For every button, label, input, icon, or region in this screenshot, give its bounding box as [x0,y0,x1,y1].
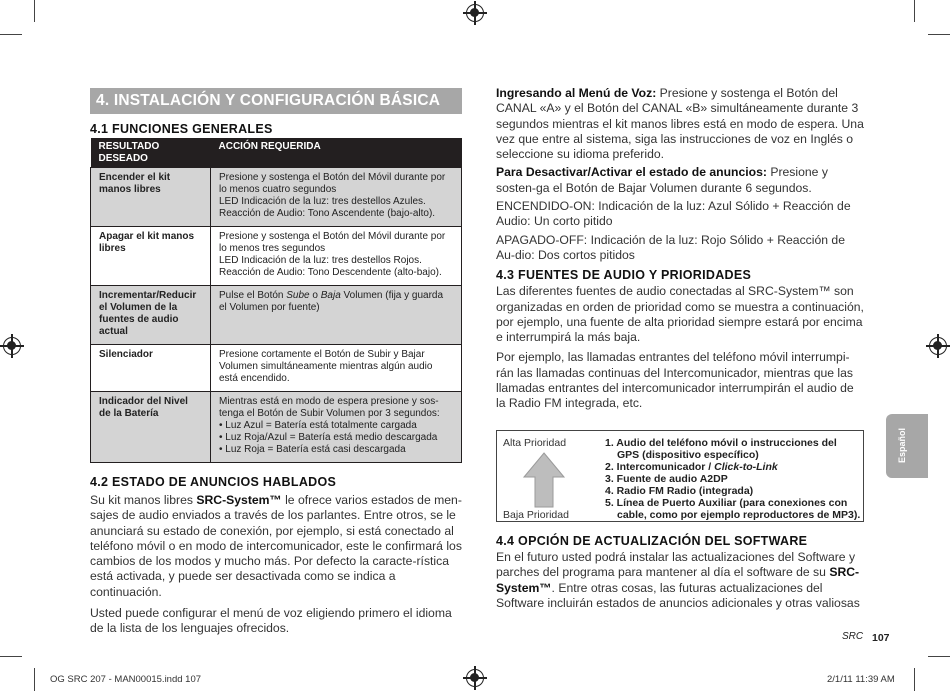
crop-mark [0,656,22,657]
slug-file: OG SRC 207 - MAN00015.indd 107 [50,674,202,685]
registration-mark-icon [466,669,484,687]
registration-mark-icon [466,4,484,22]
crop-mark [914,0,915,22]
result-cell: Indicador del Nivel de la Batería [91,392,211,463]
paragraph: APAGADO-OFF: Indicación de la luz: Rojo Sólido + Reacción de Au-dio: Dos cortos pitidos [496,232,845,262]
heading-4-1: 4.1 FUNCIONES GENERALES [90,122,273,136]
right-column [496,86,866,412]
high-priority-label: Alta Prioridad [503,437,567,449]
paragraph: Para Desactivar/Activar el estado de anuncios: Presione y sosten-ga el Botón de Bajar Volumen durante 6 segundos. [496,165,828,195]
low-priority-label: Baja Prioridad [503,509,569,521]
paragraph: Las diferentes fuentes de audio conectadas al SRC-System™ son organizadas en orden de prioridad como se muestra a continuación, por ejemplo, una fuente de alta prioridad siempre estará por encima e interrumpirá la más baja. [496,284,864,345]
result-cell: Silenciador [91,345,211,392]
page-number: 107 [872,632,890,644]
paragraph: ENCENDIDO-ON: Indicación de la luz: Azul Sólido + Reacción de Audio: Un corto pitido [496,199,851,229]
slug-date: 2/1/11 11:39 AM [827,674,895,685]
heading-4-2: 4.2 ESTADO DE ANUNCIOS HABLADOS [90,475,337,489]
paragraph: Usted puede configurar el menú de voz eligiendo primero el idioma de la lista de los lenguajes ofrecidos. [90,606,452,636]
language-tab [886,414,928,478]
table-row [91,286,462,345]
action-cell: Presione cortamente el Botón de Subir y Bajar Volumen simultáneamente mientras algún audio está encendido. [211,345,462,392]
list-item: 5. Línea de Puerto Auxiliar (para conexiones con cable, como por ejemplo reproductores de MP3). [605,497,861,521]
action-cell: Presione y sostenga el Botón del Móvil durante por lo menos cuatro segundos LED Indicación de la luz: tres destellos Azules. Reacción de Audio: Tono Ascendente (bajo-alto). [211,168,462,227]
paragraph: Por ejemplo, las llamadas entrantes del teléfono móvil interrumpi-rán las llamadas continuas del Intercomunicador, mientras que las llamadas entrantes del intercomunicador interrumpirán el audio de la Radio FM integrada, etc. [496,350,854,411]
crop-mark [0,34,22,35]
crop-mark [34,668,35,691]
section-4-4 [496,534,866,611]
crop-mark [34,0,35,22]
list-item: 1. Audio del teléfono móvil o instrucciones del GPS (dispositivo específico) [605,437,837,461]
arrow-up-icon [522,451,566,509]
action-cell: Mientras está en modo de espera presione y sos-tenga el Botón de Subir Volumen por 3 segundos: • Luz Azul = Batería está totalmente cargada • Luz Roja/Azul = Batería está medio descargada • Luz Roja = Batería está casi descargada [211,392,462,463]
table-row [91,227,462,286]
priority-list [605,437,861,521]
functions-table [90,138,462,463]
paragraph: Su kit manos libres SRC-System™ le ofrece varios estados de men-sajes de audio enviados a través de los parlantes. Entre otros, se le anunciará su estado de conexión, por ejemplo, si está conectado al teléfono móvil o en modo de intercomunicador, este le confirmará los cambios de los modos y mucho más. Por defecto la caracte-rística está activada, y puede ser desactivada como se indica a continuación. [90,493,462,599]
table-row [91,168,462,227]
priority-box [496,430,864,522]
list-item: 2. Intercomunicador / Click-to-Link [605,461,778,473]
paragraph: En el futuro usted podrá instalar las actualizaciones del Software y parches del programa para mantener al día el software de su SRC-System™. Entre otras cosas, las futuras actualizaciones del Software incluirán estados de anuncios adicionales y otras valiosas [496,550,860,610]
action-cell: Pulse el Botón Sube o Baja Volumen (fija y guarda el Volumen por fuente) [211,286,462,345]
section-title: 4. INSTALACIÓN Y CONFIGURACIÓN BÁSICA [96,92,441,109]
section-banner [90,88,462,114]
col-header-action: ACCIÓN REQUERIDA [211,138,462,168]
language-tab-label: Español [897,428,907,464]
list-item: 3. Fuente de audio A2DP [605,473,728,485]
registration-mark-icon [929,337,947,355]
brand-logo: SRC [842,631,864,642]
crop-mark [914,668,915,691]
registration-mark-icon [3,337,21,355]
table-row [91,392,462,463]
crop-mark [928,656,950,657]
result-cell: Encender el kit manos libres [91,168,211,227]
result-cell: Apagar el kit manos libres [91,227,211,286]
heading-4-3: 4.3 FUENTES DE AUDIO Y PRIORIDADES [496,268,752,283]
col-header-result: RESULTADO DESEADO [91,138,211,168]
table-row [91,345,462,392]
action-cell: Presione y sostenga el Botón del Móvil durante por lo menos tres segundos LED Indicación de la luz: tres destellos Rojos. Reacción de Audio: Tono Descendente (alto-bajo). [211,227,462,286]
paragraph: Ingresando al Menú de Voz: Presione y sostenga el Botón del CANAL «A» y el Botón del CANAL «B» simultáneamente durante 3 segundos mientras el kit manos libres está en modo de espera. Una vez que entre al sistema, siga las instrucciones de voz en Inglés o seleccione su idioma preferido. [496,86,864,162]
result-cell: Incrementar/Reducir el Volumen de la fuentes de audio actual [91,286,211,345]
list-item: 4. Radio FM Radio (integrada) [605,485,754,497]
crop-mark [928,34,950,35]
left-column [90,88,462,637]
heading-4-4: 4.4 OPCIÓN DE ACTUALIZACIÓN DEL SOFTWARE [496,534,808,548]
